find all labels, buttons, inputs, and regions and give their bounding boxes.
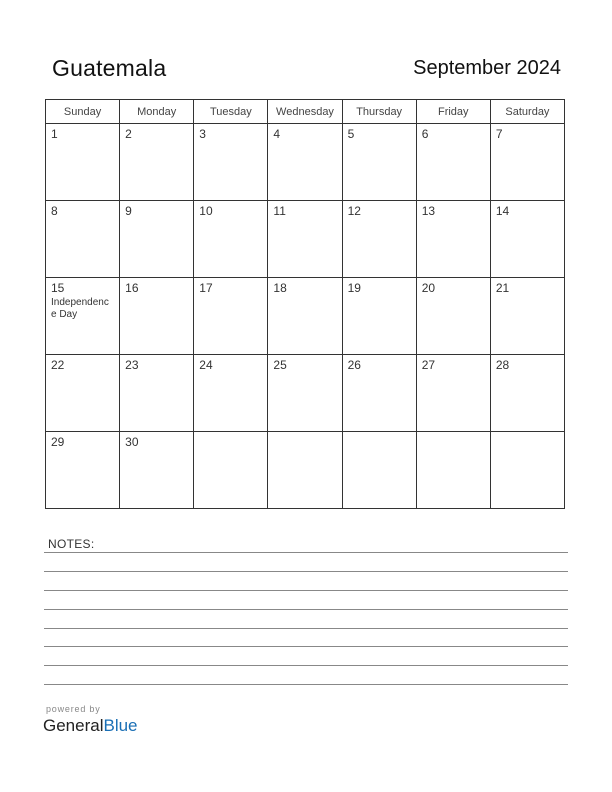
day-cell[interactable] [490,432,564,509]
day-cell[interactable] [268,432,342,509]
day-cell[interactable] [46,355,120,432]
day-cell[interactable] [342,432,416,509]
notes-label: NOTES: [48,537,95,551]
weekday-sunday: Sunday [46,100,120,124]
day-cell[interactable] [120,278,194,355]
weekday-thursday: Thursday [342,100,416,124]
logo-blue-text: Blue [103,716,138,735]
week-row [46,124,565,201]
note-line [44,571,568,572]
week-row [46,201,565,278]
day-cell[interactable] [342,201,416,278]
day-cell[interactable] [416,124,490,201]
logo-general-text: General [43,716,104,735]
day-cell[interactable] [194,124,268,201]
generalblue-logo[interactable] [43,716,138,736]
day-cell[interactable] [268,201,342,278]
day-number: 25 [273,358,287,372]
day-cell[interactable] [268,124,342,201]
calendar-grid [45,99,565,509]
day-number: 26 [347,358,361,372]
day-number: 14 [495,204,510,218]
day-cell[interactable] [490,278,564,355]
day-cell[interactable] [194,432,268,509]
day-number: 7 [495,127,503,141]
week-row [46,355,565,432]
day-cell[interactable] [46,278,120,355]
day-cell[interactable] [342,355,416,432]
day-number: 8 [51,204,58,218]
holiday-label: Independence Day [51,297,109,320]
day-cell[interactable] [416,355,490,432]
day-number: 19 [347,281,361,295]
day-number: 23 [125,358,139,372]
calendar-body [46,124,565,509]
day-number: 13 [421,204,436,218]
note-line [44,665,568,666]
weekday-friday: Friday [416,100,490,124]
weekday-wednesday: Wednesday [268,100,342,124]
day-number: 16 [125,281,139,295]
day-number: 15 [51,281,65,295]
day-cell[interactable] [120,355,194,432]
day-cell[interactable] [120,432,194,509]
day-number: 1 [51,127,58,141]
day-cell[interactable] [120,124,194,201]
day-number: 12 [347,204,361,218]
day-number: 27 [421,358,436,372]
day-cell[interactable] [194,201,268,278]
day-number: 10 [199,204,213,218]
day-cell[interactable] [490,201,564,278]
day-cell[interactable] [194,278,268,355]
day-cell[interactable] [194,355,268,432]
day-number: 20 [421,281,436,295]
day-cell[interactable] [268,278,342,355]
day-cell[interactable] [416,201,490,278]
day-cell[interactable] [490,124,564,201]
day-number: 21 [495,281,510,295]
day-number: 30 [125,435,139,449]
weekday-monday: Monday [120,100,194,124]
day-cell[interactable] [416,432,490,509]
day-cell[interactable] [490,355,564,432]
note-line [44,646,568,647]
week-row [46,278,565,355]
day-number: 5 [347,127,355,141]
day-cell[interactable] [46,432,120,509]
day-number: 17 [199,281,213,295]
day-cell[interactable] [120,201,194,278]
powered-by-text: powered by [46,704,101,714]
day-cell[interactable] [46,201,120,278]
day-cell[interactable] [46,124,120,201]
weekday-saturday: Saturday [490,100,564,124]
day-number: 3 [199,127,206,141]
week-row [46,432,565,509]
note-line [44,628,568,629]
day-number: 2 [125,127,132,141]
weekday-header-row [46,100,565,124]
note-line [44,552,568,553]
day-cell[interactable] [342,278,416,355]
note-line [44,684,568,685]
day-number: 28 [495,358,510,372]
day-cell[interactable] [268,355,342,432]
day-number: 11 [273,204,286,218]
day-number: 29 [51,435,65,449]
country-title: Guatemala [52,55,167,81]
day-cell[interactable] [416,278,490,355]
day-number: 24 [199,358,213,372]
day-cell[interactable] [342,124,416,201]
note-line [44,590,568,591]
weekday-tuesday: Tuesday [194,100,268,124]
day-number: 6 [421,127,429,141]
day-number: 9 [125,204,132,218]
day-number: 4 [273,127,281,141]
month-year-title: September 2024 [413,57,561,79]
note-line [44,609,568,610]
day-number: 22 [51,358,65,372]
day-number: 18 [273,281,287,295]
